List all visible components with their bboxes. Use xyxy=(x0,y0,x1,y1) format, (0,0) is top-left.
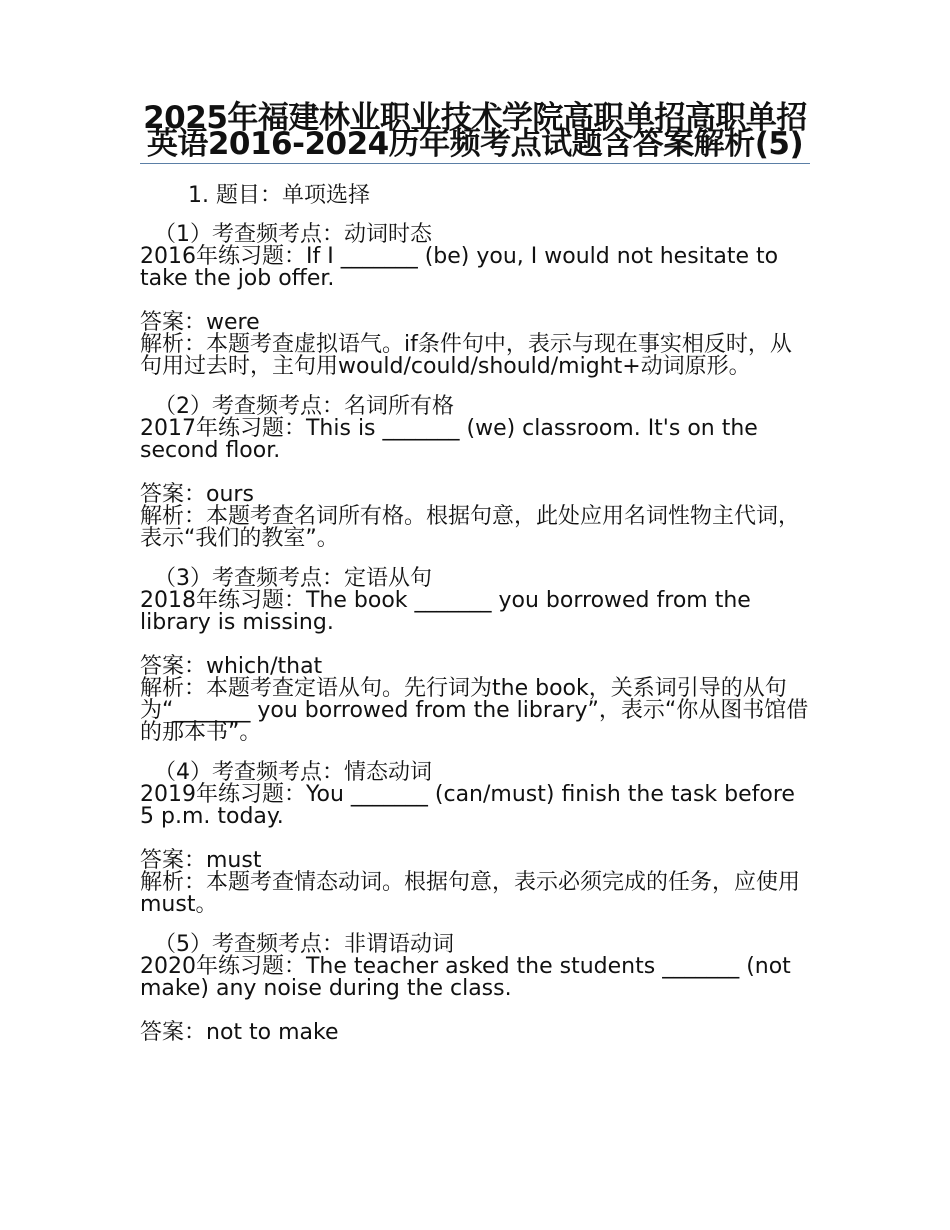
question-exercise: 2019年练习题：You _______ (can/must) finish the task before 5 p.m. today. xyxy=(140,782,795,829)
question-topic: （2）考查频考点：名词所有格 xyxy=(154,394,454,419)
question-analysis: 解析：本题考查虚拟语气。if条件句中，表示与现在事实相反时，从句用过去时，主句用would/could/should/might+动词原形。 xyxy=(140,332,792,379)
section-heading: 1. 题目：单项选择 xyxy=(188,183,370,208)
question-analysis: 解析：本题考查情态动词。根据句意，表示必须完成的任务，应使用must。 xyxy=(140,870,801,917)
question-topic: （1）考查频考点：动词时态 xyxy=(154,222,432,247)
question-answer: 答案：which/that xyxy=(140,654,323,679)
title-divider xyxy=(140,163,810,164)
question-block-1 xyxy=(140,224,810,378)
question-exercise: 2020年练习题：The teacher asked the students _______ (not make) any noise during the class. xyxy=(140,954,791,1001)
question-answer: 答案：not to make xyxy=(140,1020,339,1045)
question-block-5 xyxy=(140,934,810,1044)
question-analysis: 解析：本题考查定语从句。先行词为the book，关系词引导的从句为“_______ you borrowed from the library”，表示“你从图书馆借的那本书”。 xyxy=(140,676,809,745)
question-topic: （4）考查频考点：情态动词 xyxy=(154,760,432,785)
document-content xyxy=(140,100,810,1062)
question-answer: 答案：ours xyxy=(140,482,254,507)
question-exercise: 2018年练习题：The book _______ you borrowed from the library is missing. xyxy=(140,588,751,635)
question-exercise: 2017年练习题：This is _______ (we) classroom. It's on the second floor. xyxy=(140,416,758,463)
document-title: 2025年福建林业职业技术学院高职单招高职单招英语2016-2024历年频考点试题含答案解析(5) xyxy=(143,100,807,162)
question-block-2 xyxy=(140,396,810,550)
question-topic: （5）考查频考点：非谓语动词 xyxy=(154,932,454,957)
question-answer: 答案：must xyxy=(140,848,262,873)
question-answer: 答案：were xyxy=(140,310,260,335)
question-block-3 xyxy=(140,568,810,744)
question-analysis: 解析：本题考查名词所有格。根据句意，此处应用名词性物主代词，表示“我们的教室”。 xyxy=(140,504,801,551)
question-exercise: 2016年练习题：If I _______ (be) you, I would not hesitate to take the job offer. xyxy=(140,244,779,291)
question-topic: （3）考查频考点：定语从句 xyxy=(154,566,432,591)
question-block-4 xyxy=(140,762,810,916)
